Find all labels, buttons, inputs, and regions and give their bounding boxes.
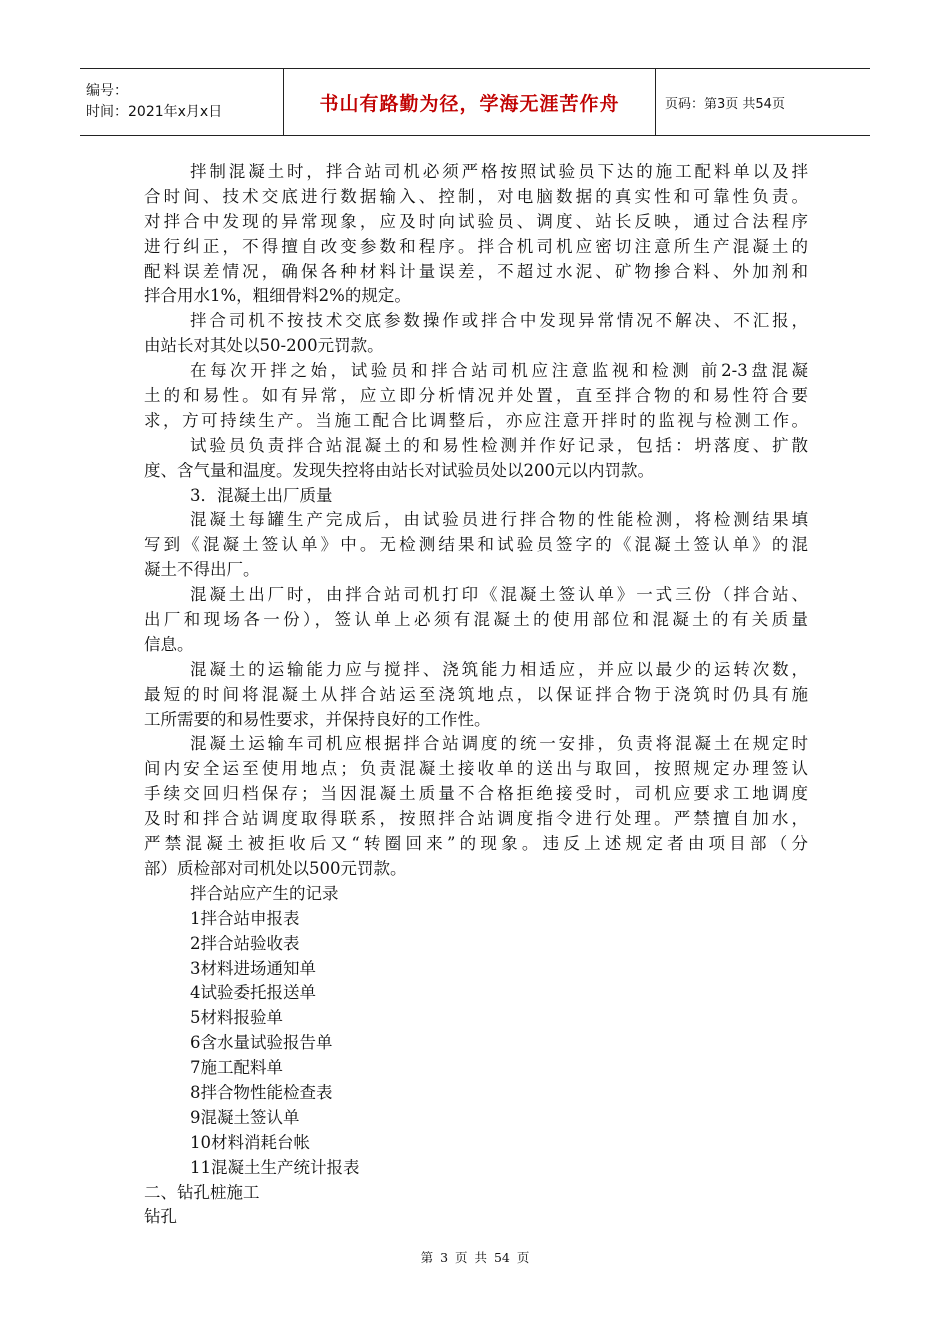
text-line: 9混凝土签认单 [190,1107,300,1127]
text-line: 6含水量试验报告单 [190,1033,333,1053]
text-line: 合时间、技术交底进行数据输入、控制，对电脑数据的真实性和可靠性负责。 [144,186,808,206]
text-line: 拌合站应产生的记录 [190,883,339,903]
text-line: 出厂和现场各一份），签认单上必须有混凝土的使用部位和混凝土的有关质量 [144,610,808,630]
header-meta [80,69,283,135]
text-line: 拌合司机不按技术交底参数操作或拌合中发现异常情况不解决、不汇报， [190,311,808,331]
text-line: 4试验委托报送单 [190,983,316,1003]
text-line: 试验员负责拌合站混凝土的和易性检测并作好记录，包括：坍落度、扩散 [190,435,808,455]
header-motto: 书山有路勤为径，学海无涯苦作舟 [319,92,620,115]
text-line: 间内安全运至使用地点；负责混凝土接收单的送出与取回，按照规定办理签认 [144,759,808,779]
text-line: 对拌合中发现的异常现象，应及时向试验员、调度、站长反映，通过合法程序 [144,211,808,231]
text-line: 10材料消耗台帐 [190,1132,310,1152]
text-line: 求，方可持续生产。当施工配合比调整后，亦应注意开拌时的监视与检测工作。 [144,410,808,430]
header-motto-cell [283,69,656,135]
text-line: 3材料进场通知单 [190,958,316,978]
text-line: 写到《混凝土签认单》中。无检测结果和试验员签字的《混凝土签认单》的混 [144,535,808,555]
text-line: 混凝土每罐生产完成后，由试验员进行拌合物的性能检测，将检测结果填 [190,510,808,530]
text-line: 由站长对其处以50-200元罚款。 [144,336,384,356]
text-line: 最短的时间将混凝土从拌合站运至浇筑地点，以保证拌合物于浇筑时仍具有施 [144,684,808,704]
header-page-info: 页码：第3页 共54页 [665,96,785,112]
text-line: 信息。 [144,634,194,654]
text-line: 凝土不得出厂。 [144,560,260,580]
text-line: 混凝土出厂时，由拌合站司机打印《混凝土签认单》一式三份（拌合站、 [190,585,808,605]
text-line: 混凝土运输车司机应根据拌合站调度的统一安排，负责将混凝土在规定时 [190,734,808,754]
page-footer: 第 3 页 共 54 页 [420,1250,530,1265]
text-line: 工所需要的和易性要求，并保持良好的工作性。 [144,709,491,729]
text-line: 在每次开拌之始，试验员和拌合站司机应注意监视和检测 前2-3盘混凝 [190,361,808,381]
text-line: 2拌合站验收表 [190,933,300,953]
text-line: 拌合用水1%，粗细骨料2%的规定。 [144,286,411,306]
text-line: 5材料报验单 [190,1008,283,1028]
text-line: 配料误差情况，确保各种材料计量误差，不超过水泥、矿物掺合料、外加剂和 [144,261,808,281]
text-line: 度、含气量和温度。发现失控将由站长对试验员处以200元以内罚款。 [144,460,654,480]
text-line: 混凝土的运输能力应与搅拌、浇筑能力相适应，并应以最少的运转次数， [190,659,808,679]
text-line: 拌制混凝土时，拌合站司机必须严格按照试验员下达的施工配料单以及拌 [190,162,808,181]
text-line: 11混凝土生产统计报表 [190,1157,360,1177]
text-line: 7施工配料单 [190,1058,283,1078]
header-page-info-cell [656,69,870,135]
text-line: 1拌合站申报表 [190,908,300,928]
text-line: 土的和易性。如有异常，应立即分析情况并处置，直至拌合物的和易性符合要 [144,386,808,406]
text-line: 手续交回归档保存；当因混凝土质量不合格拒绝接受时，司机应要求工地调度 [144,784,808,804]
text-line: 部）质检部对司机处以500元罚款。 [144,858,407,878]
text-line: 严禁混凝土被拒收后又“转圈回来”的现象。违反上述规定者由项目部（分 [144,834,808,854]
text-line: 8拌合物性能检查表 [190,1082,333,1102]
document-body [144,160,808,1230]
text-line: 及时和拌合站调度取得联系，按照拌合站调度指令进行处理。严禁擅自加水， [144,809,808,829]
header-date: 时间：2021年x月x日 [86,104,223,120]
header-number: 编号： [86,83,128,99]
text-line: 进行纠正，不得擅自改变参数和程序。拌合机司机应密切注意所生产混凝土的 [144,236,808,256]
page-header [80,68,870,136]
text-line: 钻孔 [144,1207,177,1227]
text-line: 二、钻孔桩施工 [144,1182,260,1202]
text-line: 3．混凝土出厂质量 [190,485,333,505]
